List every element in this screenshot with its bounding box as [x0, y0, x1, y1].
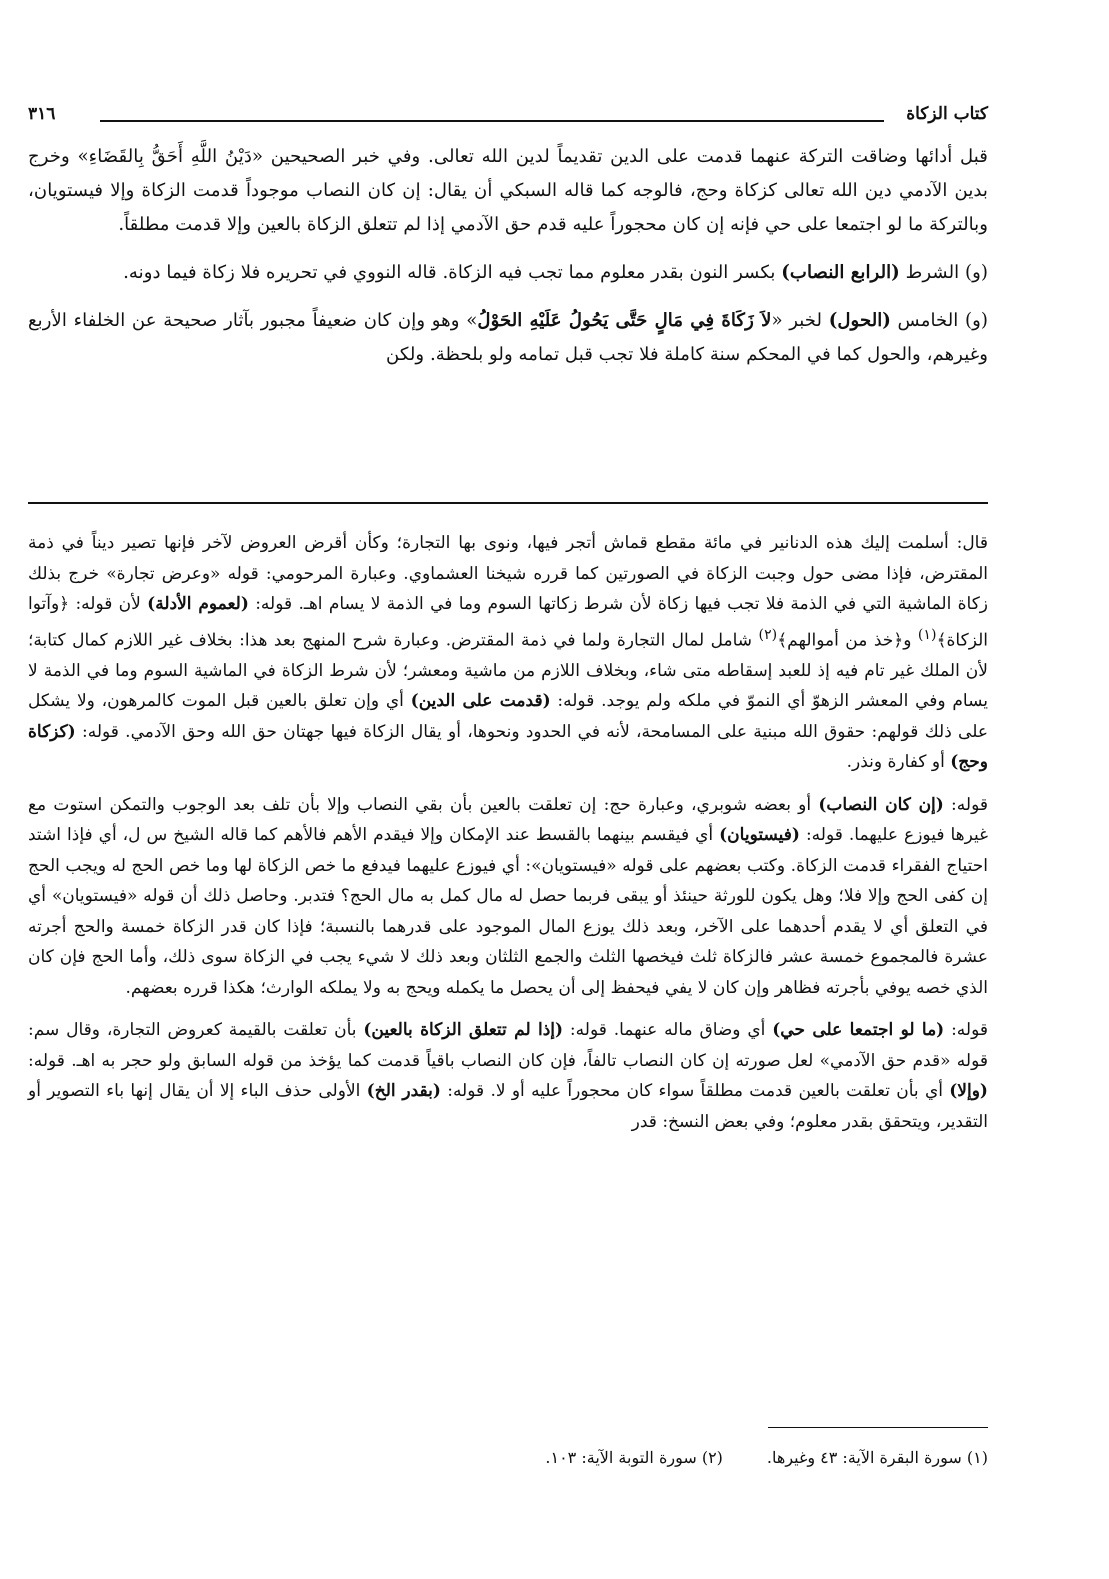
text-span: قوله: [944, 1020, 989, 1041]
header-rule [100, 120, 884, 122]
main-paragraph-3 [28, 304, 988, 372]
page-number: ٣١٦ [28, 104, 56, 124]
text-span: بأن تعلقت بالقيمة كعروض التجارة، وقال سم: قوله «قدم حق الآدمي» لعل صورته إن كان النصاب تالفاً، فإن كان النصاب باقياً قدمت كما يؤخذ من قوله السابق ولو حجر به اهـ. قوله: [28, 1020, 988, 1071]
footnote-rule [768, 1427, 988, 1428]
text-span: لخبر « [771, 310, 829, 331]
commentary-text [28, 528, 988, 1149]
text-span: أي وضاق ماله عنهما. قوله: [563, 1020, 773, 1041]
bold-term: (كزكاة وحج) [28, 721, 988, 773]
text-span: أو كفارة ونذر. [846, 752, 951, 773]
bold-term: (إذا لم تتعلق الزكاة بالعين) [363, 1020, 564, 1041]
text-span: » وهو وإن كان ضعيفاً مجبور بآثار صحيحة عن الخلفاء الأربع وغيرهم، والحول كما في المحكم سنة كاملة فلا تجب قبل تمامه ولو بلحظة. ولكن [28, 310, 988, 365]
footnote-ref: (٢) [758, 626, 778, 643]
page-header [28, 104, 988, 132]
main-text [28, 140, 988, 386]
commentary-paragraph-3 [28, 1015, 988, 1137]
text-span: و﴿خذ من أموالهم﴾ [777, 630, 918, 651]
text-span: لأن قوله: ﴿وآتوا الزكاة﴾ [28, 594, 988, 651]
text-span: قال: أسلمت إليك هذه الدنانير في مائة مقطع قماش أتجر فيها، ونوى بها التجارة؛ وكأن أقرض العروض لآخر فإنها تصير ديناً في ذمة المقترض، فإذا مضى حول وجبت الزكاة في الصورتين كما قرره شيخنا العشماوي. وعبارة المرحومي: قوله «وعرض تجارة» خرج بذلك زكاة الماشية التي في الذمة فلا تجب فيها زكاة لأن شرط زكاتها السوم وما في الذمة لا يسام اهـ. قوله: [28, 533, 988, 614]
bold-term: (وإلا) [949, 1081, 988, 1102]
hadith-quote: لاَ زَكَاةَ فِي مَالٍ حَتَّى يَحُولُ عَلَيْهِ الحَوْلُ [477, 310, 772, 331]
bold-term: (ما لو اجتمعا على حي) [772, 1020, 945, 1041]
bold-term: (لعموم الأدلة) [147, 594, 249, 614]
footnote-2: (٢) سورة التوبة الآية: ١٠٣. [545, 1448, 723, 1467]
bold-term: (فيستويان) [719, 825, 800, 846]
footnote-1: (١) سورة البقرة الآية: ٤٣ وغيرها. [766, 1448, 988, 1467]
footnote-ref: (١) [917, 626, 937, 643]
text-span: أي بأن تعلقت بالعين قدمت مطلقاً سواء كان محجوراً عليه أو لا. قوله: [440, 1081, 950, 1102]
text-span: أو بعضه شوبري، وعبارة حج: إن تعلقت بالعين بأن بقي النصاب وإلا بأن تلف بعد الوجوب والتمكن استوت مع غيرها فيوزع عليهما. قوله: [28, 794, 988, 846]
bold-term: (قدمت على الدين) [410, 691, 551, 712]
footnotes [420, 1448, 988, 1467]
bold-term: (الحول) [828, 310, 891, 331]
text-span: قوله: [943, 794, 988, 815]
text-span: أي وإن تعلق بالعين قبل الموت كالمرهون، ولا يشكل على ذلك قولهم: حقوق الله مبنية على المسامحة، لأنه في الحدود ونحوها، أو يقال الزكاة فيها جهتان حق الله وحق الآدمي. قوله: [28, 691, 988, 742]
section-divider [28, 502, 988, 504]
text-span: (و) الشرط [899, 262, 988, 283]
bold-term: (الرابع النصاب) [781, 262, 900, 283]
main-paragraph-1: قبل أدائها وضاقت التركة عنهما قدمت على الدين تقديماً لدين الله تعالى. وفي خبر الصحيحين «دَيْنُ اللَّهِ أَحَقُّ بِالقَضَاءِ» وخرج بدين الآدمي دين الله تعالى كزكاة وحج، فالوجه كما قاله السبكي أن يقال: إن كان النصاب موجوداً قدمت الزكاة وإلا فيستويان، وبالتركة ما لو اجتمعا على حي فإنه إن كان محجوراً عليه قدم حق الآدمي إذا لم تتعلق الزكاة بالعين وإلا قدمت مطلقاً. [28, 146, 988, 235]
text-span: الأولى حذف الباء إلا أن يقال إنها باء التصوير أو التقدير، ويتحقق بقدر معلوم؛ وفي بعض النسخ: قدر [28, 1081, 988, 1132]
text-span: شامل لمال التجارة ولما في ذمة المقترض. وعبارة شرح المنهج بعد هذا: بخلاف غير اللازم كمال كتابة؛ لأن الملك غير تام فيه إذ للعبد إسقاطه متى شاء، وبخلاف اللازم من ماشية ومعشر؛ لأن شرط الزكاة في الماشية السوم وما في الذمة لا يسام وفي المعشر الزهوّ أي النموّ في ملكه ولم يوجد. قوله: [28, 630, 988, 712]
bold-term: (إن كان النصاب) [818, 794, 944, 815]
running-title: كتاب الزكاة [906, 104, 988, 124]
main-paragraph-2 [28, 256, 988, 290]
bold-term: (بقدر الخ) [366, 1081, 441, 1102]
commentary-paragraph-1 [28, 528, 988, 778]
text-span: أي فيقسم بينهما بالقسط عند الإمكان وإلا فيقدم الأهم فالأهم كما قاله الشيخ س ل، أي فإذا اشتد احتياج الفقراء قدمت الزكاة. وكتب بعضهم على قوله «فيستويان»: أي فيوزع عليهما فيدفع ما خص الزكاة لها وما خص الحج له ويجب الحج إن كفى الحج وإلا فلا؛ وهل يكون للورثة حينئذ أو يبقى فربما حصل له مال كمل به مال الحج؟ فتدبر. وحاصل ذلك أن قوله «فيستويان» أي في التعلق أي لا يقدم أحدهما على الآخر، وبعد ذلك يوزع المال الموجود على قدرهما بالنسبة؛ فإذا كان قدر الزكاة خمسة والحج أجرته عشرة فالمجموع خمسة عشر فالزكاة ثلث فيخصها الثلث والجمع الثلثان وبعد ذلك لا شيء يجب في الزكاة سوى ذلك، وأما الحج فإن كان الذي خصه يوفي بأجرته فظاهر وإن كان لا يفي فيحفظ إلى أن يحصل ما يكمله ويحج به ولا يملكه الوارث؛ هكذا قرره بعضهم. [28, 825, 988, 998]
commentary-paragraph-2 [28, 790, 988, 1004]
text-span: بكسر النون بقدر معلوم مما تجب فيه الزكاة. قاله النووي في تحريره فلا زكاة فيما دونه. [123, 262, 782, 283]
text-span: (و) الخامس [890, 310, 989, 331]
